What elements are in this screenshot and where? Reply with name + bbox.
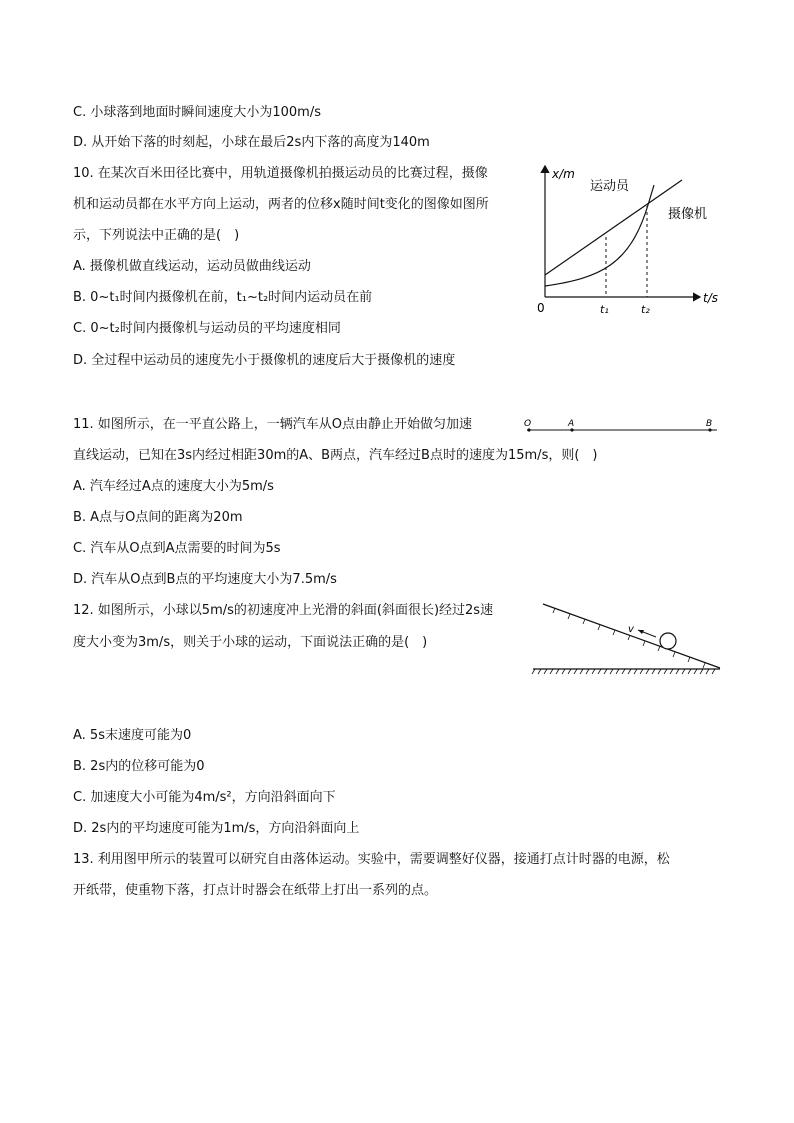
q9-option-d: D. 从开始下落的时刻起，小球在最后2s内下落的高度为140m	[73, 135, 430, 150]
athlete-label: 运动员	[590, 179, 630, 194]
q13-stem-line1: 13. 利用图甲所示的装置可以研究自由落体运动。实验中，需要调整好仪器，接通打点计时器的电源，松	[73, 852, 670, 867]
camera-line	[545, 180, 682, 275]
velocity-label: v	[628, 624, 634, 635]
incline-hatching	[553, 608, 705, 668]
q10-stem-line1: 10. 在某次百米田径比赛中，用轨道摄像机拍摄运动员的比赛过程，摄像	[73, 166, 488, 181]
x-axis-label: t/s	[703, 291, 718, 305]
origin-label: 0	[537, 301, 545, 315]
q11-stem-line2: 直线运动，已知在3s内经过相距30m的A、B两点，汽车经过B点时的速度为15m/s，则( )	[73, 448, 598, 463]
q10-option-c: C. 0~t₂时间内摄像机与运动员的平均速度相同	[73, 321, 341, 336]
q10-option-d: D. 全过程中运动员的速度先小于摄像机的速度后大于摄像机的速度	[73, 353, 456, 368]
q12-option-d: D. 2s内的平均速度可能为1m/s，方向沿斜面向上	[73, 821, 360, 836]
label-a: A	[568, 419, 575, 429]
q10-xt-graph	[530, 160, 730, 320]
camera-label: 摄像机	[668, 207, 708, 222]
q12-stem-line2: 度大小变为3m/s，则关于小球的运动，下面说法正确的是( )	[73, 635, 428, 650]
q11-option-d: D. 汽车从O点到B点的平均速度大小为7.5m/s	[73, 572, 337, 587]
t1-label: t₁	[600, 303, 609, 316]
y-axis-label: x/m	[552, 167, 575, 181]
q10-option-b: B. 0~t₁时间内摄像机在前，t₁~t₂时间内运动员在前	[73, 290, 373, 305]
label-o: O	[524, 419, 532, 429]
ground-hatching	[532, 669, 715, 674]
q9-option-c: C. 小球落到地面时瞬间速度大小为100m/s	[73, 105, 321, 120]
label-b: B	[706, 419, 713, 429]
q12-stem-line1: 12. 如图所示，小球以5m/s的初速度冲上光滑的斜面(斜面很长)经过2s速	[73, 603, 494, 618]
q10-stem-line3: 示，下列说法中正确的是( )	[73, 228, 240, 243]
q12-option-b: B. 2s内的位移可能为0	[73, 759, 205, 774]
incline-surface	[543, 604, 720, 668]
q11-road-diagram	[515, 414, 725, 438]
t2-label: t₂	[641, 303, 650, 316]
q11-stem-line1: 11. 如图所示，在一平直公路上，一辆汽车从O点由静止开始做匀加速	[73, 417, 473, 432]
q13-stem-line2: 开纸带，使重物下落，打点计时器会在纸带上打出一系列的点。	[73, 883, 438, 898]
q12-incline-diagram	[525, 598, 725, 680]
q10-option-a: A. 摄像机做直线运动，运动员做曲线运动	[73, 259, 311, 274]
ball	[660, 633, 676, 649]
q11-option-a: A. 汽车经过A点的速度大小为5m/s	[73, 479, 274, 494]
q12-option-c: C. 加速度大小可能为4m/s²，方向沿斜面向下	[73, 790, 336, 805]
q11-option-c: C. 汽车从O点到A点需要的时间为5s	[73, 541, 281, 556]
q12-option-a: A. 5s末速度可能为0	[73, 728, 192, 743]
q10-stem-line2: 机和运动员都在水平方向上运动，两者的位移x随时间t变化的图像如图所	[73, 197, 489, 212]
athlete-curve	[545, 185, 654, 286]
q11-option-b: B. A点与O点间的距离为20m	[73, 510, 243, 525]
